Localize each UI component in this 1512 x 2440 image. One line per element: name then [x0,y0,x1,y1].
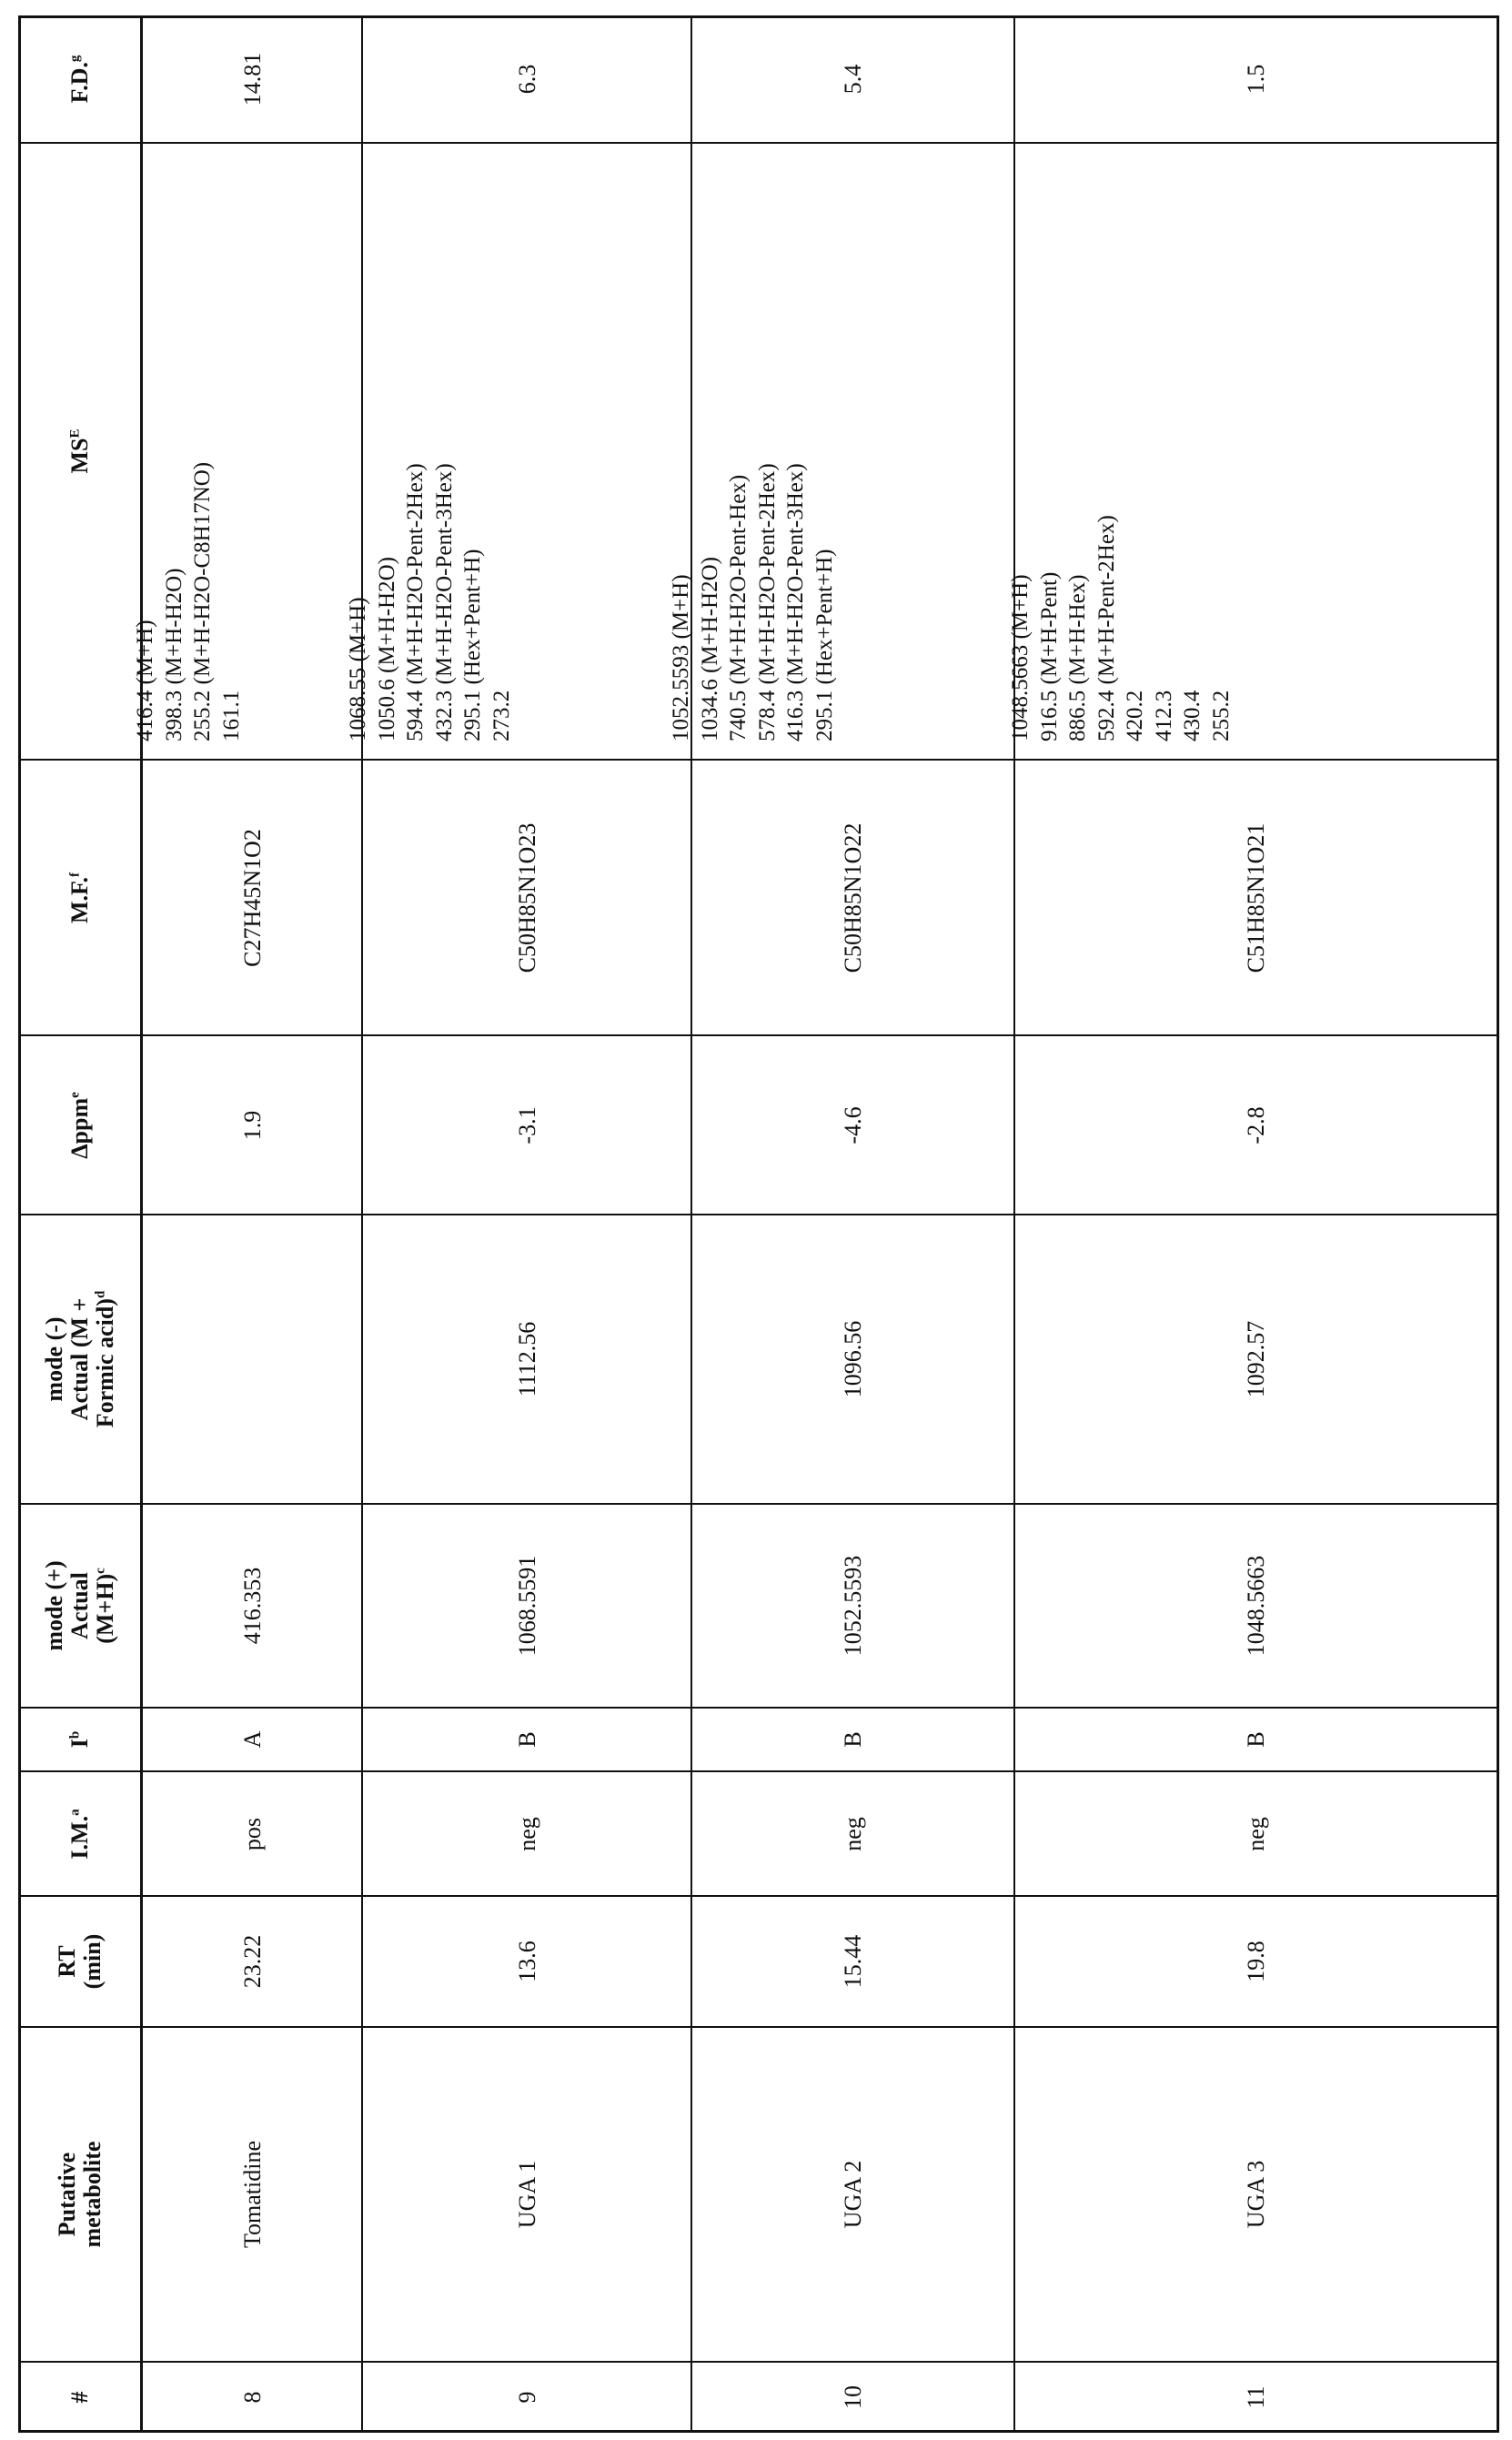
footnote-e: e [66,1091,82,1098]
footnote-a: a [66,1808,82,1816]
header-mode-pos [18,1504,141,1708]
mse-line: 161.1 [218,690,244,741]
footnote-g: g [66,55,82,63]
superscript-e: E [66,429,82,439]
mse-line: 416.3 (M+H-H2O-Pent-3Hex) [783,463,808,741]
header-rt-line2: (min) [78,1933,106,1990]
header-num [18,2362,141,2433]
mse-line: 740.5 (M+H-H2O-Pent-Hex) [726,474,751,741]
rt-value: 13.6 [513,1941,540,1982]
header-putative-line2: metabolite [78,2141,106,2248]
cell-rt [692,1896,1014,2027]
header-mse [18,143,141,760]
mf-value: C50H85N1O23 [513,822,540,973]
cell-num [143,2362,362,2433]
num-value: 10 [840,2385,866,2409]
cell-fd [143,15,362,143]
header-mode-neg [18,1215,141,1504]
num-value: 8 [238,2391,266,2404]
cell-mse [669,143,1011,760]
cell-mode-neg [1015,1215,1497,1504]
header-fd-label: F.D. [66,62,93,104]
cell-dppm [692,1035,1014,1215]
rt-value: 19.8 [1242,1941,1269,1982]
cell-mode-pos [143,1504,362,1708]
cell-fd [363,15,691,143]
cell-putative [1015,2027,1497,2362]
cell-mode-pos [692,1504,1014,1708]
cell-num [692,2362,1014,2433]
cell-mf [692,760,1014,1035]
dppm-value: -2.8 [1242,1105,1269,1144]
header-mode-pos-line3: (M+H) [91,1573,118,1644]
mse-line: 398.3 (M+H-H2O) [161,568,186,741]
im-value: neg [513,1816,540,1851]
cell-i [143,1708,362,1771]
mf-value: C50H85N1O22 [840,822,866,973]
mse-line: 1034.6 (M+H-H2O) [697,557,722,741]
cell-mf [363,760,691,1035]
header-rt-line1: RT [53,1945,80,1978]
cell-mode-pos [1015,1504,1497,1708]
mode-neg-value: 1096.56 [840,1320,866,1398]
cell-mode-neg [692,1215,1014,1504]
num-value: 9 [513,2391,540,2404]
header-mode-pos-line2: Actual [66,1572,93,1639]
mse-line: 416.4 (M+H) [133,620,157,741]
header-mf [18,760,141,1035]
cell-im [692,1771,1014,1896]
mf-value: C51H85N1O21 [1242,822,1269,973]
cell-num [1015,2362,1497,2433]
header-putative [18,2027,141,2362]
header-fd [18,15,141,143]
mse-line: 916.5 (M+H-Pent) [1036,571,1062,741]
cell-putative [143,2027,362,2362]
header-num-label: # [66,2391,93,2404]
cell-im [1015,1771,1497,1896]
mse-line: 255.2 [1208,690,1234,741]
cell-mse [1008,143,1465,760]
putative-value: UGA 1 [513,2160,540,2229]
cell-mf [1015,760,1497,1035]
mf-value: C27H45N1O2 [238,828,266,967]
header-rt [18,1896,141,2027]
cell-mf [143,760,362,1035]
mode-pos-value: 416.353 [238,1567,266,1645]
i-value: B [513,1731,540,1748]
mse-line: 273.2 [489,690,514,741]
mode-neg-value: 1112.56 [513,1321,540,1397]
header-i [18,1708,141,1771]
i-value: B [1242,1731,1269,1748]
rt-value: 23.22 [238,1934,266,1989]
im-value: pos [238,1817,266,1850]
cell-im [143,1771,362,1896]
fd-value: 6.3 [513,64,540,95]
putative-value: Tomatidine [238,2140,266,2249]
header-mode-neg-line3: Formic acid) [91,1298,118,1428]
cell-fd [1015,15,1497,143]
mse-line: 1068.55 (M+H) [346,597,370,741]
mode-pos-value: 1048.5663 [1242,1555,1269,1657]
fd-value: 1.5 [1242,64,1269,95]
dppm-value: -4.6 [840,1105,866,1144]
header-im [18,1771,141,1896]
mse-line: 1050.6 (M+H-H2O) [374,557,399,741]
footnote-b: b [66,1730,82,1739]
header-mode-neg-line2: Actual (M + [66,1297,93,1421]
header-im-label: I.M. [66,1815,93,1860]
cell-dppm [1015,1035,1497,1215]
mse-line: 886.5 (M+H-Hex) [1065,574,1090,741]
mse-line: 295.1 (Hex+Pent+H) [460,549,485,741]
cell-i [1015,1708,1497,1771]
mode-neg-value: 1092.57 [1242,1320,1269,1398]
dppm-value: 1.9 [238,1110,266,1140]
mse-line: 295.1 (Hex+Pent+H) [811,549,837,741]
mse-line: 255.2 (M+H-H2O-C8H17NO) [190,461,215,741]
putative-value: UGA 3 [1242,2160,1269,2229]
im-value: neg [1242,1816,1269,1851]
mse-line: 592.4 (M+H-Pent-2Hex) [1094,515,1119,741]
mse-line: 1052.5593 (M+H) [669,574,693,741]
cell-im [363,1771,691,1896]
header-putative-line1: Putative [53,2152,80,2237]
rt-value: 15.44 [840,1934,866,1989]
cell-mode-pos [363,1504,691,1708]
putative-value: UGA 2 [840,2160,866,2229]
footnote-f: f [66,872,82,877]
header-i-label: I [66,1739,93,1749]
mode-pos-value: 1052.5593 [840,1555,866,1657]
mse-line: 1048.5663 (M+H) [1008,574,1033,741]
cell-num [363,2362,691,2433]
cell-dppm [143,1035,362,1215]
mode-pos-value: 1068.5591 [513,1555,540,1657]
mse-line: 578.4 (M+H-H2O-Pent-2Hex) [754,463,780,741]
header-mode-pos-line1: mode (+) [40,1560,67,1651]
cell-rt [1015,1896,1497,2027]
fd-value: 5.4 [840,64,866,95]
mse-line: 432.3 (M+H-H2O-Pent-3Hex) [431,463,457,741]
num-value: 11 [1242,2385,1269,2409]
im-value: neg [840,1816,866,1851]
mse-line: 412.3 [1151,690,1176,741]
header-mf-label: M.F. [66,876,93,923]
cell-mode-neg [363,1215,691,1504]
i-value: A [238,1730,266,1749]
header-mse-label: MS [66,438,93,474]
header-mode-neg-line1: mode (-) [40,1316,67,1402]
footnote-c: c [92,1568,107,1574]
cell-dppm [363,1035,691,1215]
dppm-value: -3.1 [513,1105,540,1144]
footnote-d: d [92,1290,107,1299]
fd-value: 14.81 [238,52,266,106]
cell-mse [346,143,688,760]
cell-mse [133,143,360,760]
mse-line: 430.4 [1180,690,1205,741]
cell-fd [692,15,1014,143]
cell-i [363,1708,691,1771]
cell-rt [363,1896,691,2027]
header-dppm [18,1035,141,1215]
i-value: B [840,1731,866,1748]
cell-i [692,1708,1014,1771]
mse-line: 594.4 (M+H-H2O-Pent-2Hex) [403,463,428,741]
header-dppm-label: Δppm [66,1097,93,1159]
cell-rt [143,1896,362,2027]
mse-line: 420.2 [1123,690,1147,741]
cell-putative [692,2027,1014,2362]
cell-mode-neg [143,1215,362,1504]
cell-putative [363,2027,691,2362]
